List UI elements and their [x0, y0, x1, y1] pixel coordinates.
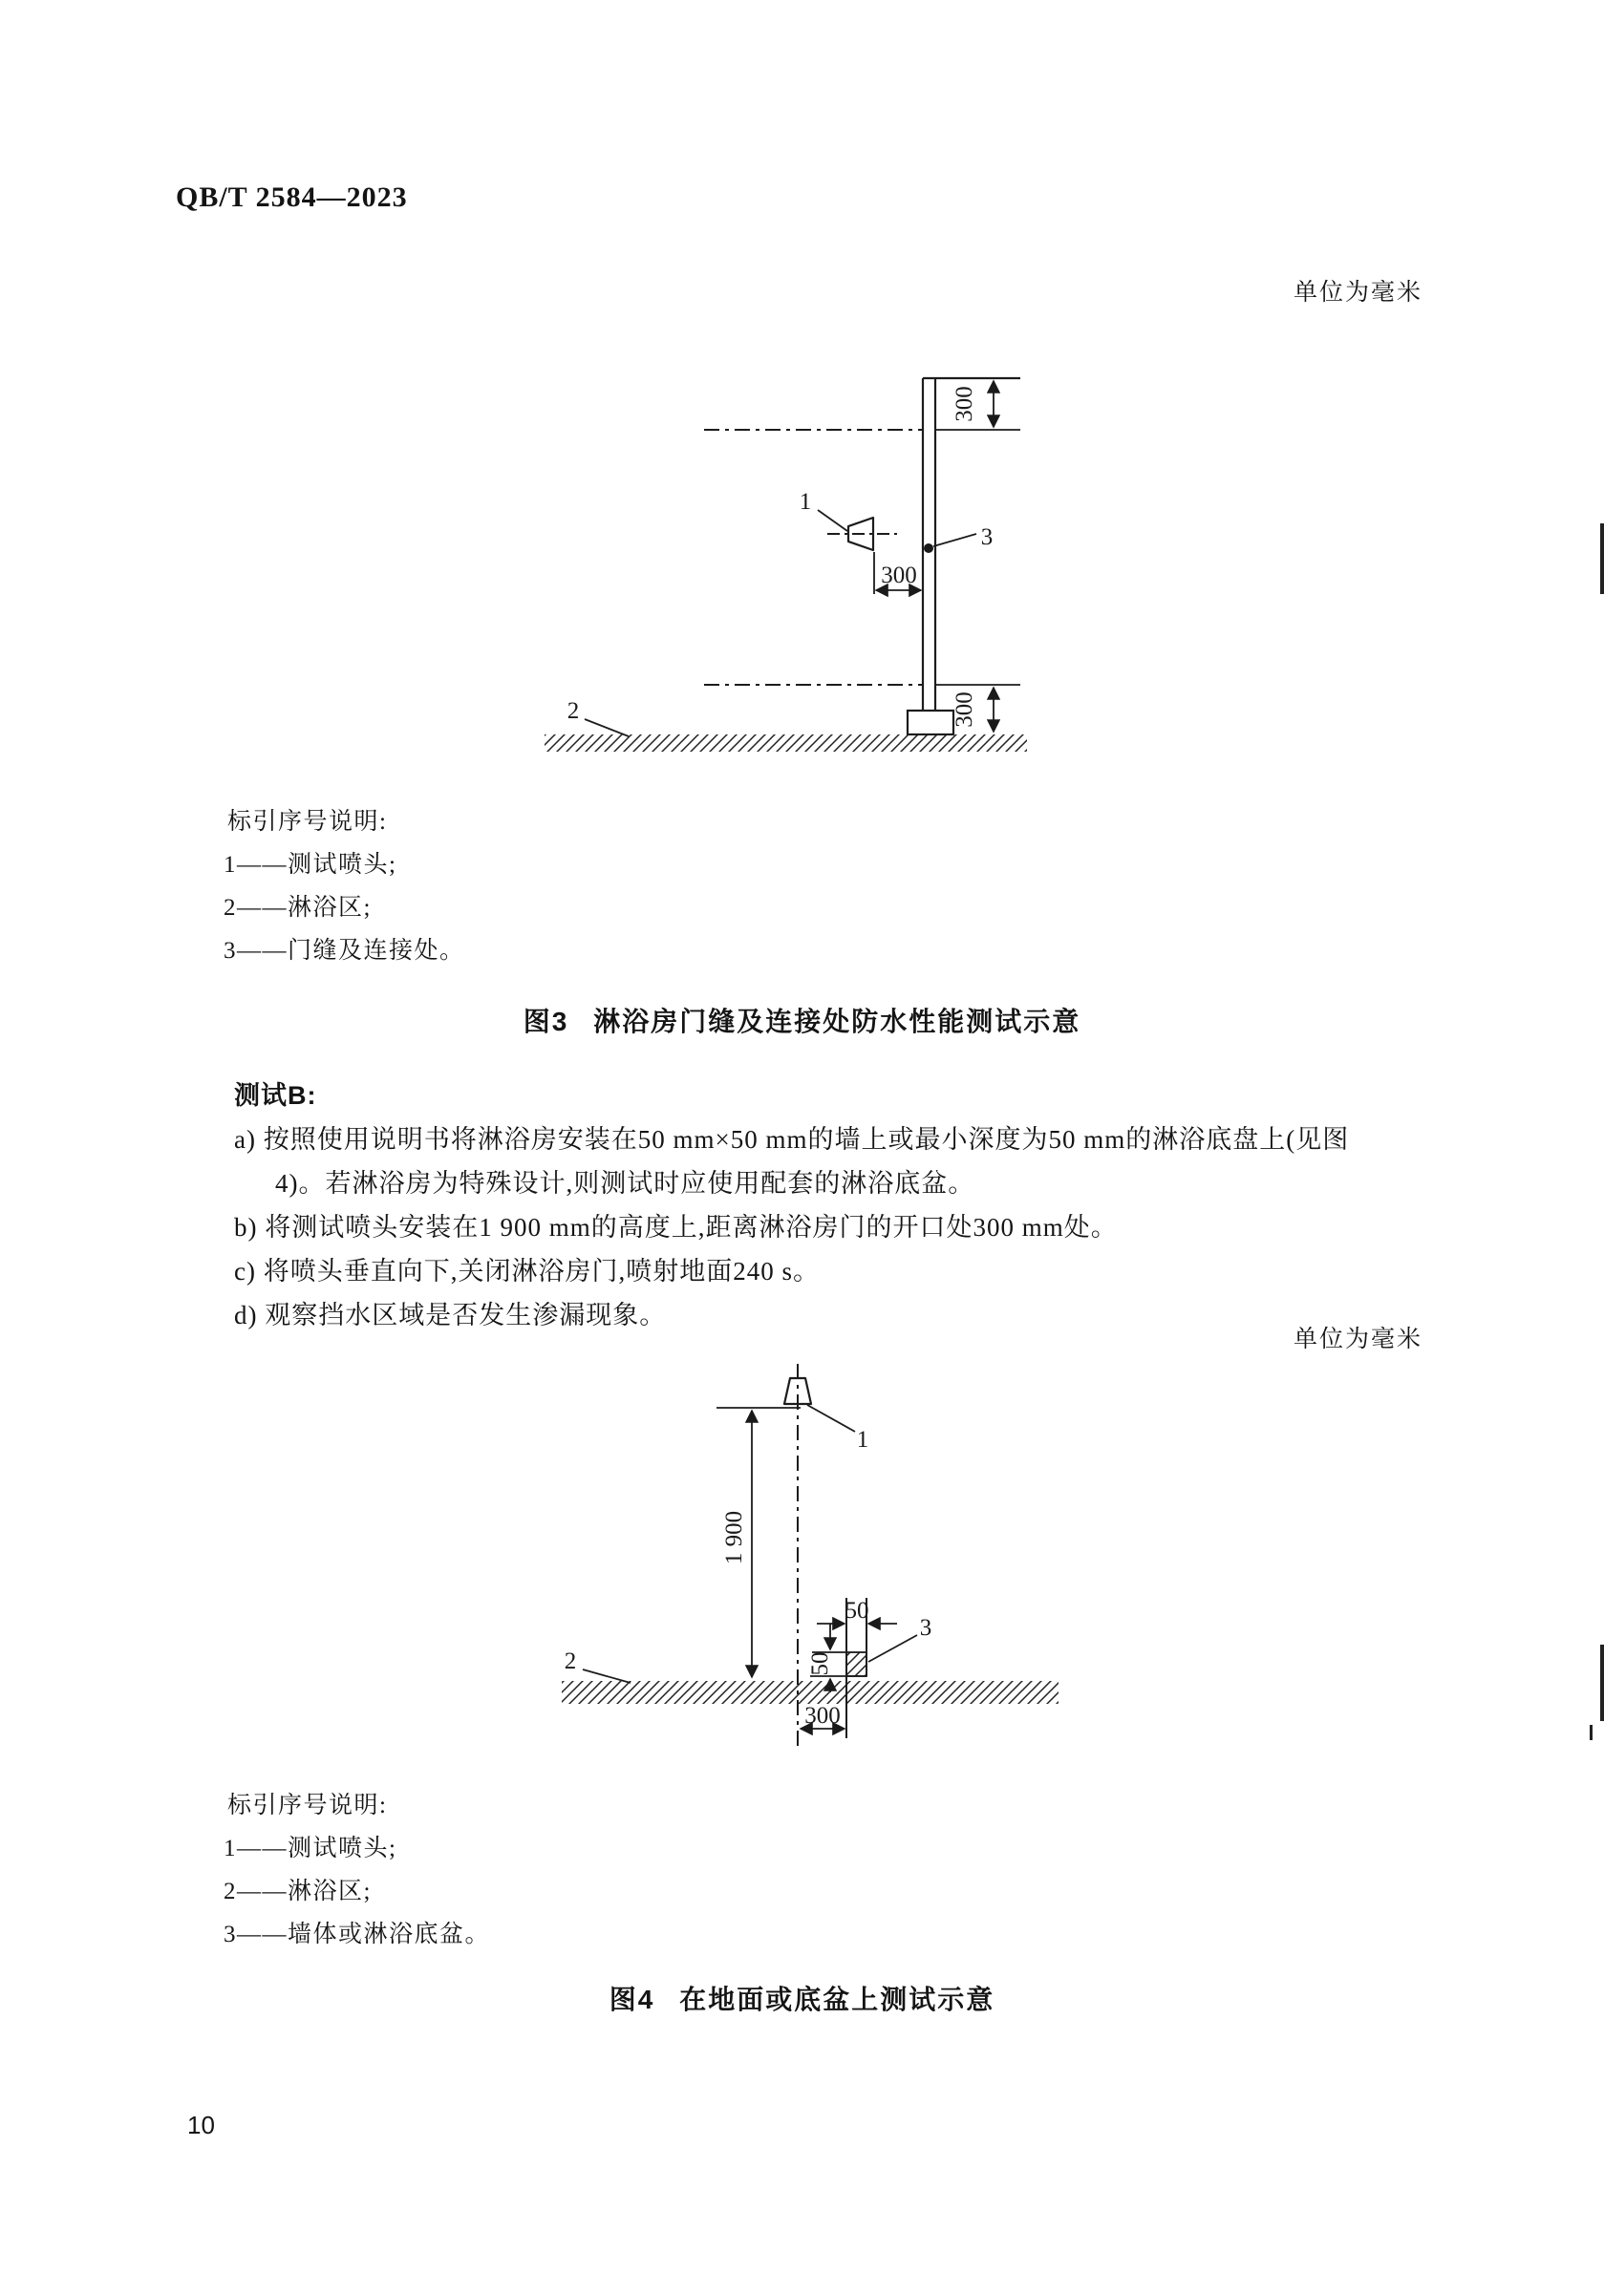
- scan-artifact-bottom: [1600, 1645, 1604, 1721]
- fig3-caption-number: 图3: [523, 1007, 569, 1036]
- fig4-dim-label-1900: 1 900: [721, 1510, 747, 1565]
- fig4-dim-label-300: 300: [804, 1703, 841, 1729]
- page-number: 10: [187, 2111, 215, 2139]
- fig4-shower-area-ground: [562, 1681, 1059, 1704]
- fig4-callout3-leader: [868, 1635, 917, 1662]
- fig3-callout3-label: 3: [980, 524, 994, 550]
- fig3-caption-text: 淋浴房门缝及连接处防水性能测试示意: [593, 1007, 1081, 1036]
- test-b-item-c: c) 将喷头垂直向下,关闭淋浴房门,喷射地面240 s。: [234, 1257, 820, 1286]
- test-b-section: [234, 1074, 1476, 1337]
- fig4-legend-title: 标引序号说明:: [227, 1793, 388, 1818]
- figure4-diagram: [535, 1356, 1089, 1767]
- fig3-legend-title: 标引序号说明:: [227, 809, 388, 835]
- test-b-item-b: b) 将测试喷头安装在1 900 mm的高度上,距离淋浴房门的开口处300 mm处。: [234, 1213, 1118, 1242]
- fig3-callout1-leader: [818, 510, 847, 531]
- fig3-door-seam-point: [924, 543, 933, 553]
- test-b-item-a: a) 按照使用说明书将淋浴房安装在50 mm×50 mm的墙上或最小深度为50 mm的淋浴底盘上(见图: [234, 1125, 1350, 1154]
- fig3-callout3-leader: [933, 534, 976, 546]
- fig4-caption: [0, 1979, 1604, 2017]
- test-b-item-d: d) 观察挡水区域是否发生渗漏现象。: [234, 1301, 667, 1329]
- unit-note-fig3: 单位为毫米: [1293, 280, 1422, 306]
- fig4-wall-or-tray-section: [846, 1652, 866, 1676]
- fig4-caption-text: 在地面或底盆上测试示意: [679, 1985, 995, 2014]
- fig3-legend-item-2: 2——淋浴区;: [224, 895, 372, 921]
- test-b-item-a-cont: 4)。若淋浴房为特殊设计,则测试时应使用配套的淋浴底盆。: [275, 1169, 975, 1198]
- figure3-diagram: [516, 363, 1060, 764]
- fig3-callout1-label: 1: [799, 489, 812, 515]
- fig4-callout3-label: 3: [919, 1615, 932, 1641]
- fig4-legend-item-3: 3——墙体或淋浴底盆。: [224, 1922, 491, 1947]
- fig3-legend-item-1: 1——测试喷头;: [224, 852, 397, 878]
- scan-artifact-top: [1600, 523, 1604, 594]
- fig4-legend-item-1: 1——测试喷头;: [224, 1836, 397, 1861]
- fig3-legend: [224, 800, 465, 972]
- fig3-legend-item-3: 3——门缝及连接处。: [224, 938, 465, 964]
- fig4-callout2-label: 2: [564, 1648, 577, 1674]
- test-b-title: 测试B:: [234, 1081, 317, 1110]
- scan-artifact-small: [1590, 1725, 1593, 1740]
- fig4-callout1-label: 1: [856, 1427, 869, 1453]
- fig3-dim-label-mid-300: 300: [881, 563, 917, 588]
- fig4-legend: [224, 1784, 490, 1956]
- fig3-callout2-label: 2: [567, 698, 580, 724]
- fig3-dim-label-top-300: 300: [952, 386, 977, 422]
- fig4-callout1-leader: [807, 1405, 855, 1432]
- standard-number-header: QB/T 2584—2023: [176, 181, 408, 213]
- fig3-dim-label-bottom-300: 300: [952, 691, 977, 728]
- unit-note-fig4: 单位为毫米: [1293, 1327, 1422, 1352]
- fig4-callout2-leader: [583, 1669, 631, 1683]
- fig3-callout2-leader: [585, 719, 629, 736]
- fig4-dim-label-50-depth: 50: [807, 1651, 833, 1676]
- fig3-shower-area-ground: [545, 734, 1027, 752]
- fig4-caption-number: 图4: [609, 1985, 655, 2014]
- fig4-legend-item-2: 2——淋浴区;: [224, 1879, 372, 1904]
- fig3-door-base-block: [908, 711, 953, 734]
- fig4-dim-label-50-width: 50: [845, 1598, 869, 1624]
- fig3-caption: [0, 1001, 1604, 1039]
